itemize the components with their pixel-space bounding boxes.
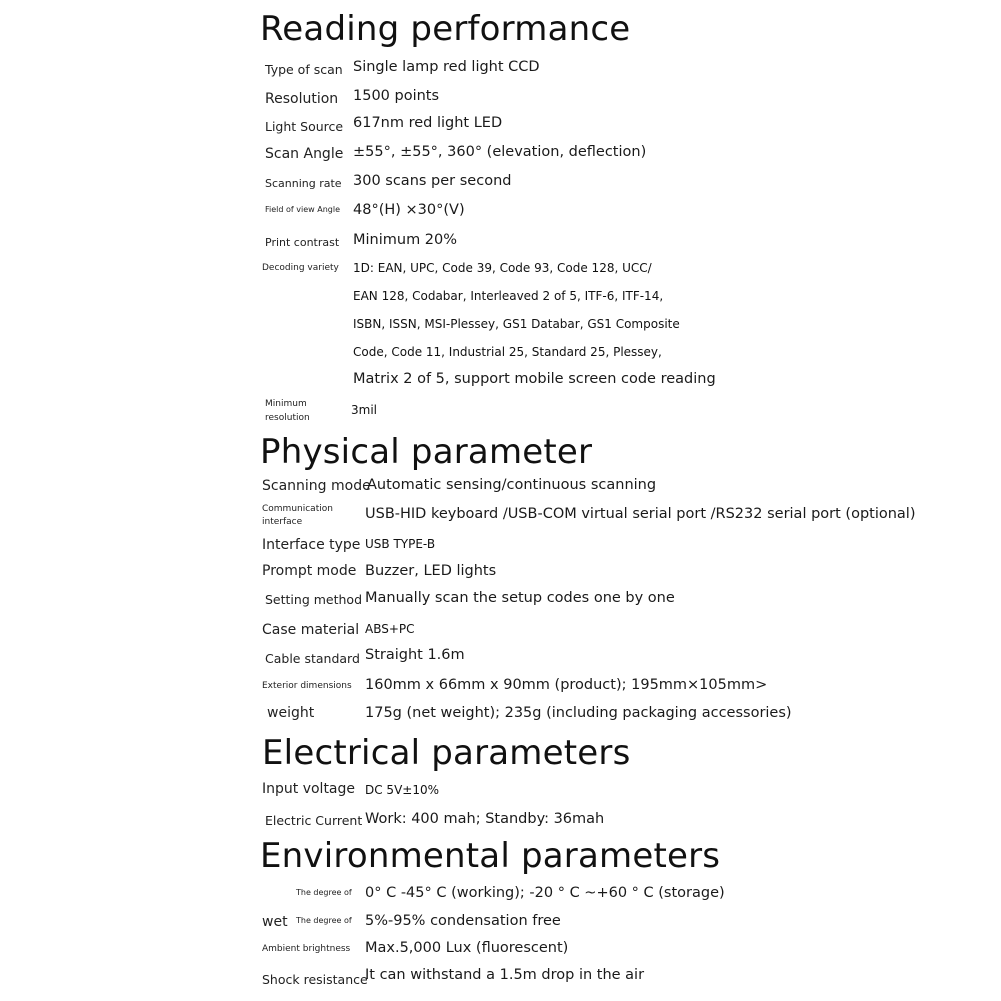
spec-value-cable-standard: Straight 1.6m [365, 647, 465, 663]
spec-value-temperature: 0° C -45° C (working); -20 ° C ~+60 ° C (storage) [365, 885, 725, 901]
spec-value-ambient-brightness: Max.5,000 Lux (fluorescent) [365, 940, 569, 956]
section-title-environmental: Environmental parameters [260, 836, 721, 876]
spec-label-print-contrast: Print contrast [265, 236, 340, 249]
spec-value-decoding-line: Matrix 2 of 5, support mobile screen code reading [353, 371, 716, 387]
spec-label-minimum-resolution-line2: resolution [265, 413, 310, 423]
spec-label-exterior-dimensions: Exterior dimensions [262, 681, 352, 691]
spec-label-minimum-resolution-line1: Minimum [265, 399, 307, 409]
spec-value-light-source: 617nm red light LED [353, 115, 503, 131]
spec-label-interface-type: Interface type [262, 537, 361, 553]
spec-value-communication-interface: USB-HID keyboard /USB-COM virtual serial port /RS232 serial port (optional) [365, 506, 916, 522]
spec-label-type-of-scan: Type of scan [265, 62, 343, 77]
spec-value-resolution: 1500 points [353, 88, 440, 104]
section-title-reading: Reading performance [260, 9, 631, 49]
spec-label-cable-standard: Cable standard [265, 651, 360, 666]
spec-label-electric-current: Electric Current [265, 813, 363, 828]
spec-value-scanning-rate: 300 scans per second [353, 173, 512, 189]
spec-value-decoding-line: 1D: EAN, UPC, Code 39, Code 93, Code 128, UCC/ [353, 261, 652, 275]
spec-value-scan-angle: ±55°, ±55°, 360° (elevation, deflection) [353, 144, 647, 160]
spec-value-case-material: ABS+PC [365, 622, 415, 636]
spec-label-temperature: The degree of [296, 888, 352, 897]
spec-label-light-source: Light Source [265, 119, 344, 134]
section-title-electrical: Electrical parameters [262, 733, 631, 773]
spec-value-decoding-line: Code, Code 11, Industrial 25, Standard 25, Plessey, [353, 345, 662, 359]
spec-value-minimum-resolution: 3mil [351, 403, 377, 417]
spec-label-scanning-rate: Scanning rate [265, 177, 342, 190]
spec-value-exterior-dimensions: 160mm x 66mm x 90mm (product); 195mm×105mm> [365, 677, 768, 693]
spec-value-field-of-view-angle: 48°(H) ×30°(V) [353, 202, 465, 218]
spec-label-setting-method: Setting method [265, 592, 363, 607]
spec-label-shock-resistance: Shock resistance [262, 972, 368, 987]
spec-label-input-voltage: Input voltage [262, 781, 356, 797]
spec-label-ambient-brightness: Ambient brightness [262, 944, 351, 954]
spec-value-electric-current: Work: 400 mah; Standby: 36mah [365, 811, 605, 827]
spec-label-wet-prefix: wet [262, 914, 288, 930]
spec-label-resolution: Resolution [265, 91, 339, 107]
spec-value-input-voltage: DC 5V±10% [365, 783, 440, 797]
spec-label-communication-interface-line1: Communication [262, 504, 333, 514]
spec-value-decoding-line: EAN 128, Codabar, Interleaved 2 of 5, ITF-6, ITF-14, [353, 289, 664, 303]
spec-label-communication-interface-line2: interface [262, 517, 303, 527]
spec-label-field-of-view-angle: Field of view Angle [265, 205, 340, 214]
spec-label-scanning-mode: Scanning mode [262, 478, 371, 494]
spec-value-scanning-mode: Automatic sensing/continuous scanning [367, 477, 657, 493]
spec-value-print-contrast: Minimum 20% [353, 232, 458, 248]
spec-value-humidity: 5%-95% condensation free [365, 913, 561, 929]
spec-value-shock-resistance: It can withstand a 1.5m drop in the air [365, 967, 645, 983]
section-title-physical: Physical parameter [260, 432, 593, 472]
spec-label-prompt-mode: Prompt mode [262, 563, 357, 579]
spec-label-decoding-variety: Decoding variety [262, 263, 339, 273]
spec-value-prompt-mode: Buzzer, LED lights [365, 563, 497, 579]
spec-value-interface-type: USB TYPE-B [365, 537, 436, 551]
spec-label-weight: weight [267, 705, 315, 721]
spec-value-weight: 175g (net weight); 235g (including packaging accessories) [365, 705, 792, 721]
spec-value-type-of-scan: Single lamp red light CCD [353, 59, 540, 75]
spec-value-setting-method: Manually scan the setup codes one by one [365, 590, 675, 606]
spec-label-case-material: Case material [262, 622, 360, 638]
spec-value-decoding-line: ISBN, ISSN, MSI-Plessey, GS1 Databar, GS1 Composite [353, 317, 680, 331]
spec-label-scan-angle: Scan Angle [265, 146, 344, 162]
spec-label-humidity: The degree of [296, 916, 352, 925]
